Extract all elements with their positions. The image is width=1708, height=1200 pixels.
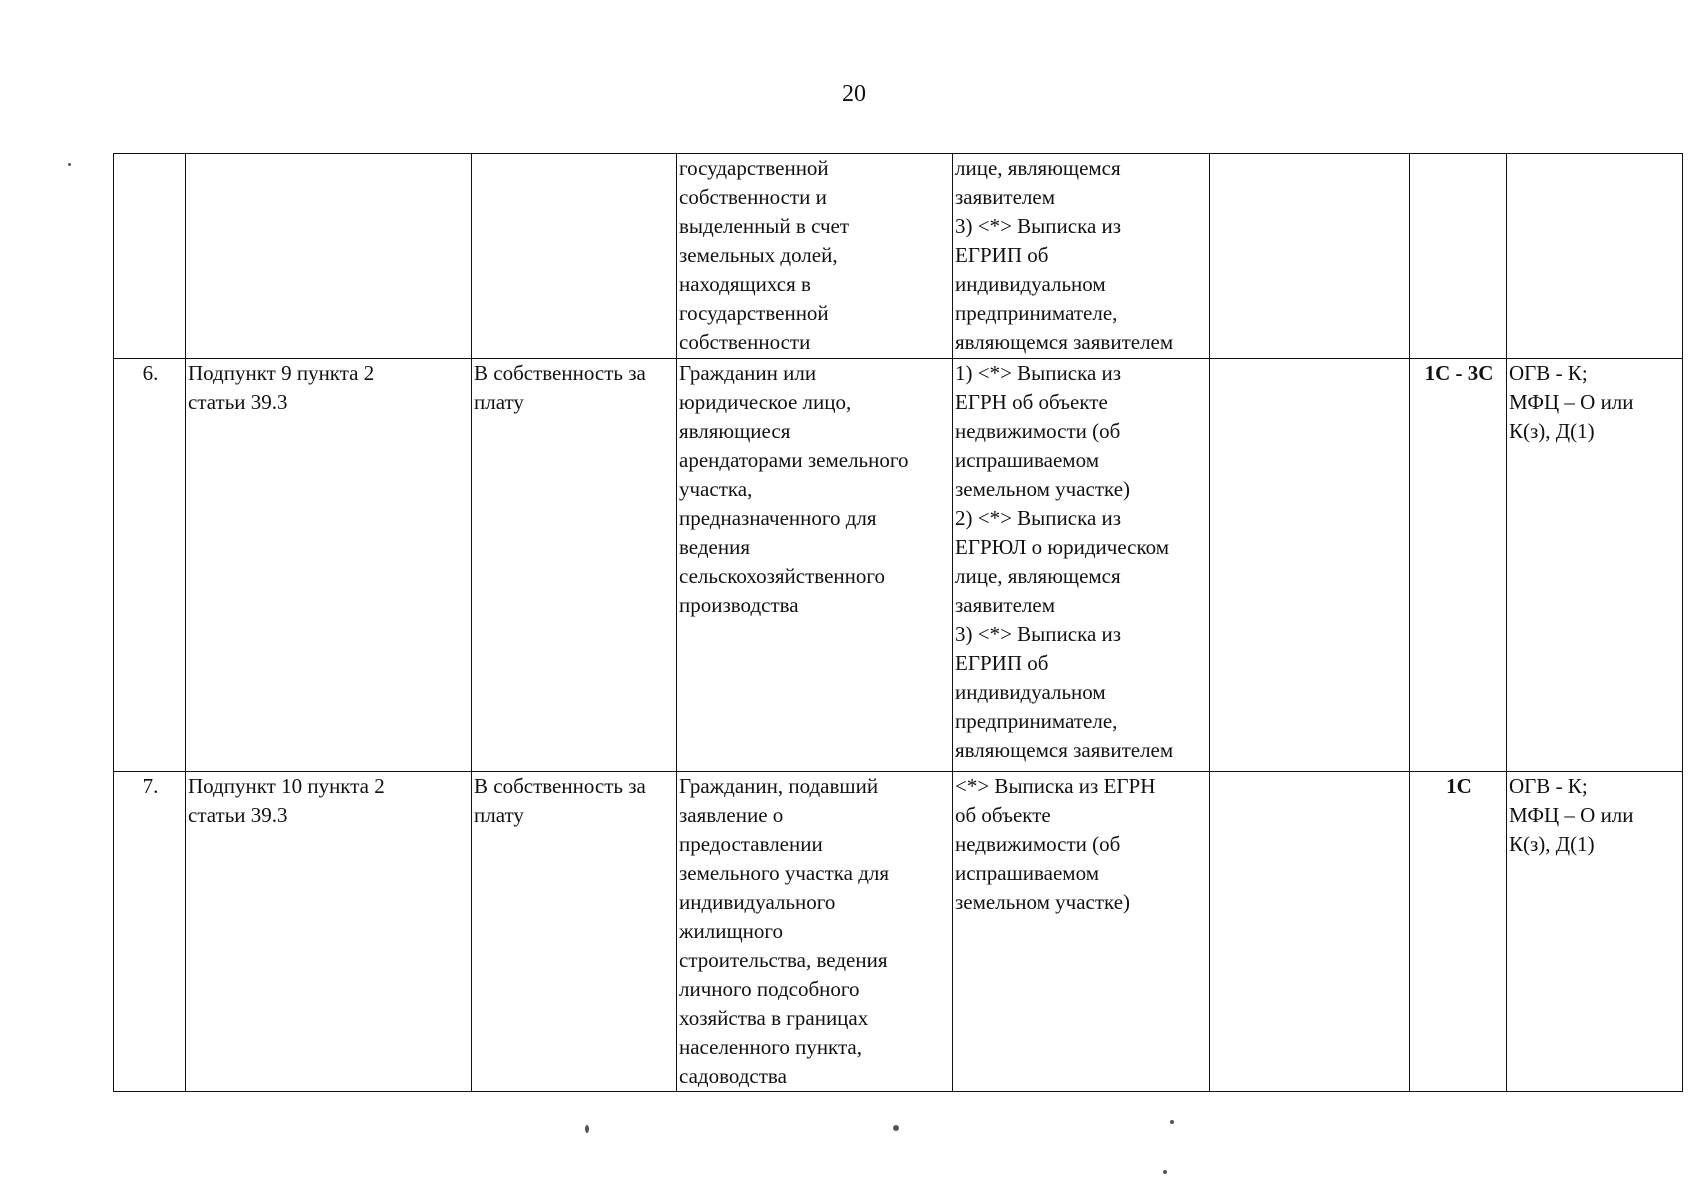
scan-speck xyxy=(893,1125,899,1131)
applicant-cell: Гражданин или юридическое лицо, являющиеся арендаторами земельного участка, предназначенного для ведения сельскохозяйственного производства xyxy=(677,359,953,772)
page-number: 20 xyxy=(842,81,866,107)
legal-basis-cell: Подпункт 10 пункта 2 статьи 39.3 xyxy=(186,772,472,1092)
right-type-cell: В собственность за плату xyxy=(472,359,677,772)
code-cell: 1С - 3С xyxy=(1410,359,1507,772)
scan-speck xyxy=(68,163,71,166)
legal-basis-cell: Подпункт 9 пункта 2 статьи 39.3 xyxy=(186,359,472,772)
table-row xyxy=(114,772,1683,1092)
table-row xyxy=(114,154,1683,359)
document-table xyxy=(113,153,1683,1092)
code-cell: 1С xyxy=(1410,772,1507,1092)
empty-cell xyxy=(1210,772,1410,1092)
documents-cell: лице, являющемся заявителем 3) <*> Выписка из ЕГРИП об индивидуальном предпринимателе, являющемся заявителем xyxy=(953,154,1210,359)
scan-speck xyxy=(1163,1170,1167,1174)
row-number-cell: 7. xyxy=(114,772,186,1092)
table-row xyxy=(114,359,1683,772)
channel-cell: ОГВ - К; МФЦ – О или К(з), Д(1) xyxy=(1507,359,1683,772)
channel-cell: ОГВ - К; МФЦ – О или К(з), Д(1) xyxy=(1507,772,1683,1092)
scan-speck xyxy=(1170,1120,1174,1124)
documents-cell: 1) <*> Выписка из ЕГРН об объекте недвижимости (об испрашиваемом земельном участке) 2) <*> Выписка из ЕГРЮЛ о юридическом лице, являющемся заявителем 3) <*> Выписка из ЕГРИП об индивидуальном предпринимателе, являющемся заявителем xyxy=(953,359,1210,772)
right-type-cell: В собственность за плату xyxy=(472,772,677,1092)
code-cell xyxy=(1410,154,1507,359)
scan-speck xyxy=(585,1125,589,1133)
channel-cell xyxy=(1507,154,1683,359)
empty-cell xyxy=(1210,154,1410,359)
right-type-cell xyxy=(472,154,677,359)
row-number-cell xyxy=(114,154,186,359)
applicant-cell: государственной собственности и выделенный в счет земельных долей, находящихся в государственной собственности xyxy=(677,154,953,359)
applicant-cell: Гражданин, подавший заявление о предоставлении земельного участка для индивидуального жилищного строительства, ведения личного подсобного хозяйства в границах населенного пункта, садоводства xyxy=(677,772,953,1092)
documents-cell: <*> Выписка из ЕГРН об объекте недвижимости (об испрашиваемом земельном участке) xyxy=(953,772,1210,1092)
row-number-cell: 6. xyxy=(114,359,186,772)
legal-basis-cell xyxy=(186,154,472,359)
empty-cell xyxy=(1210,359,1410,772)
